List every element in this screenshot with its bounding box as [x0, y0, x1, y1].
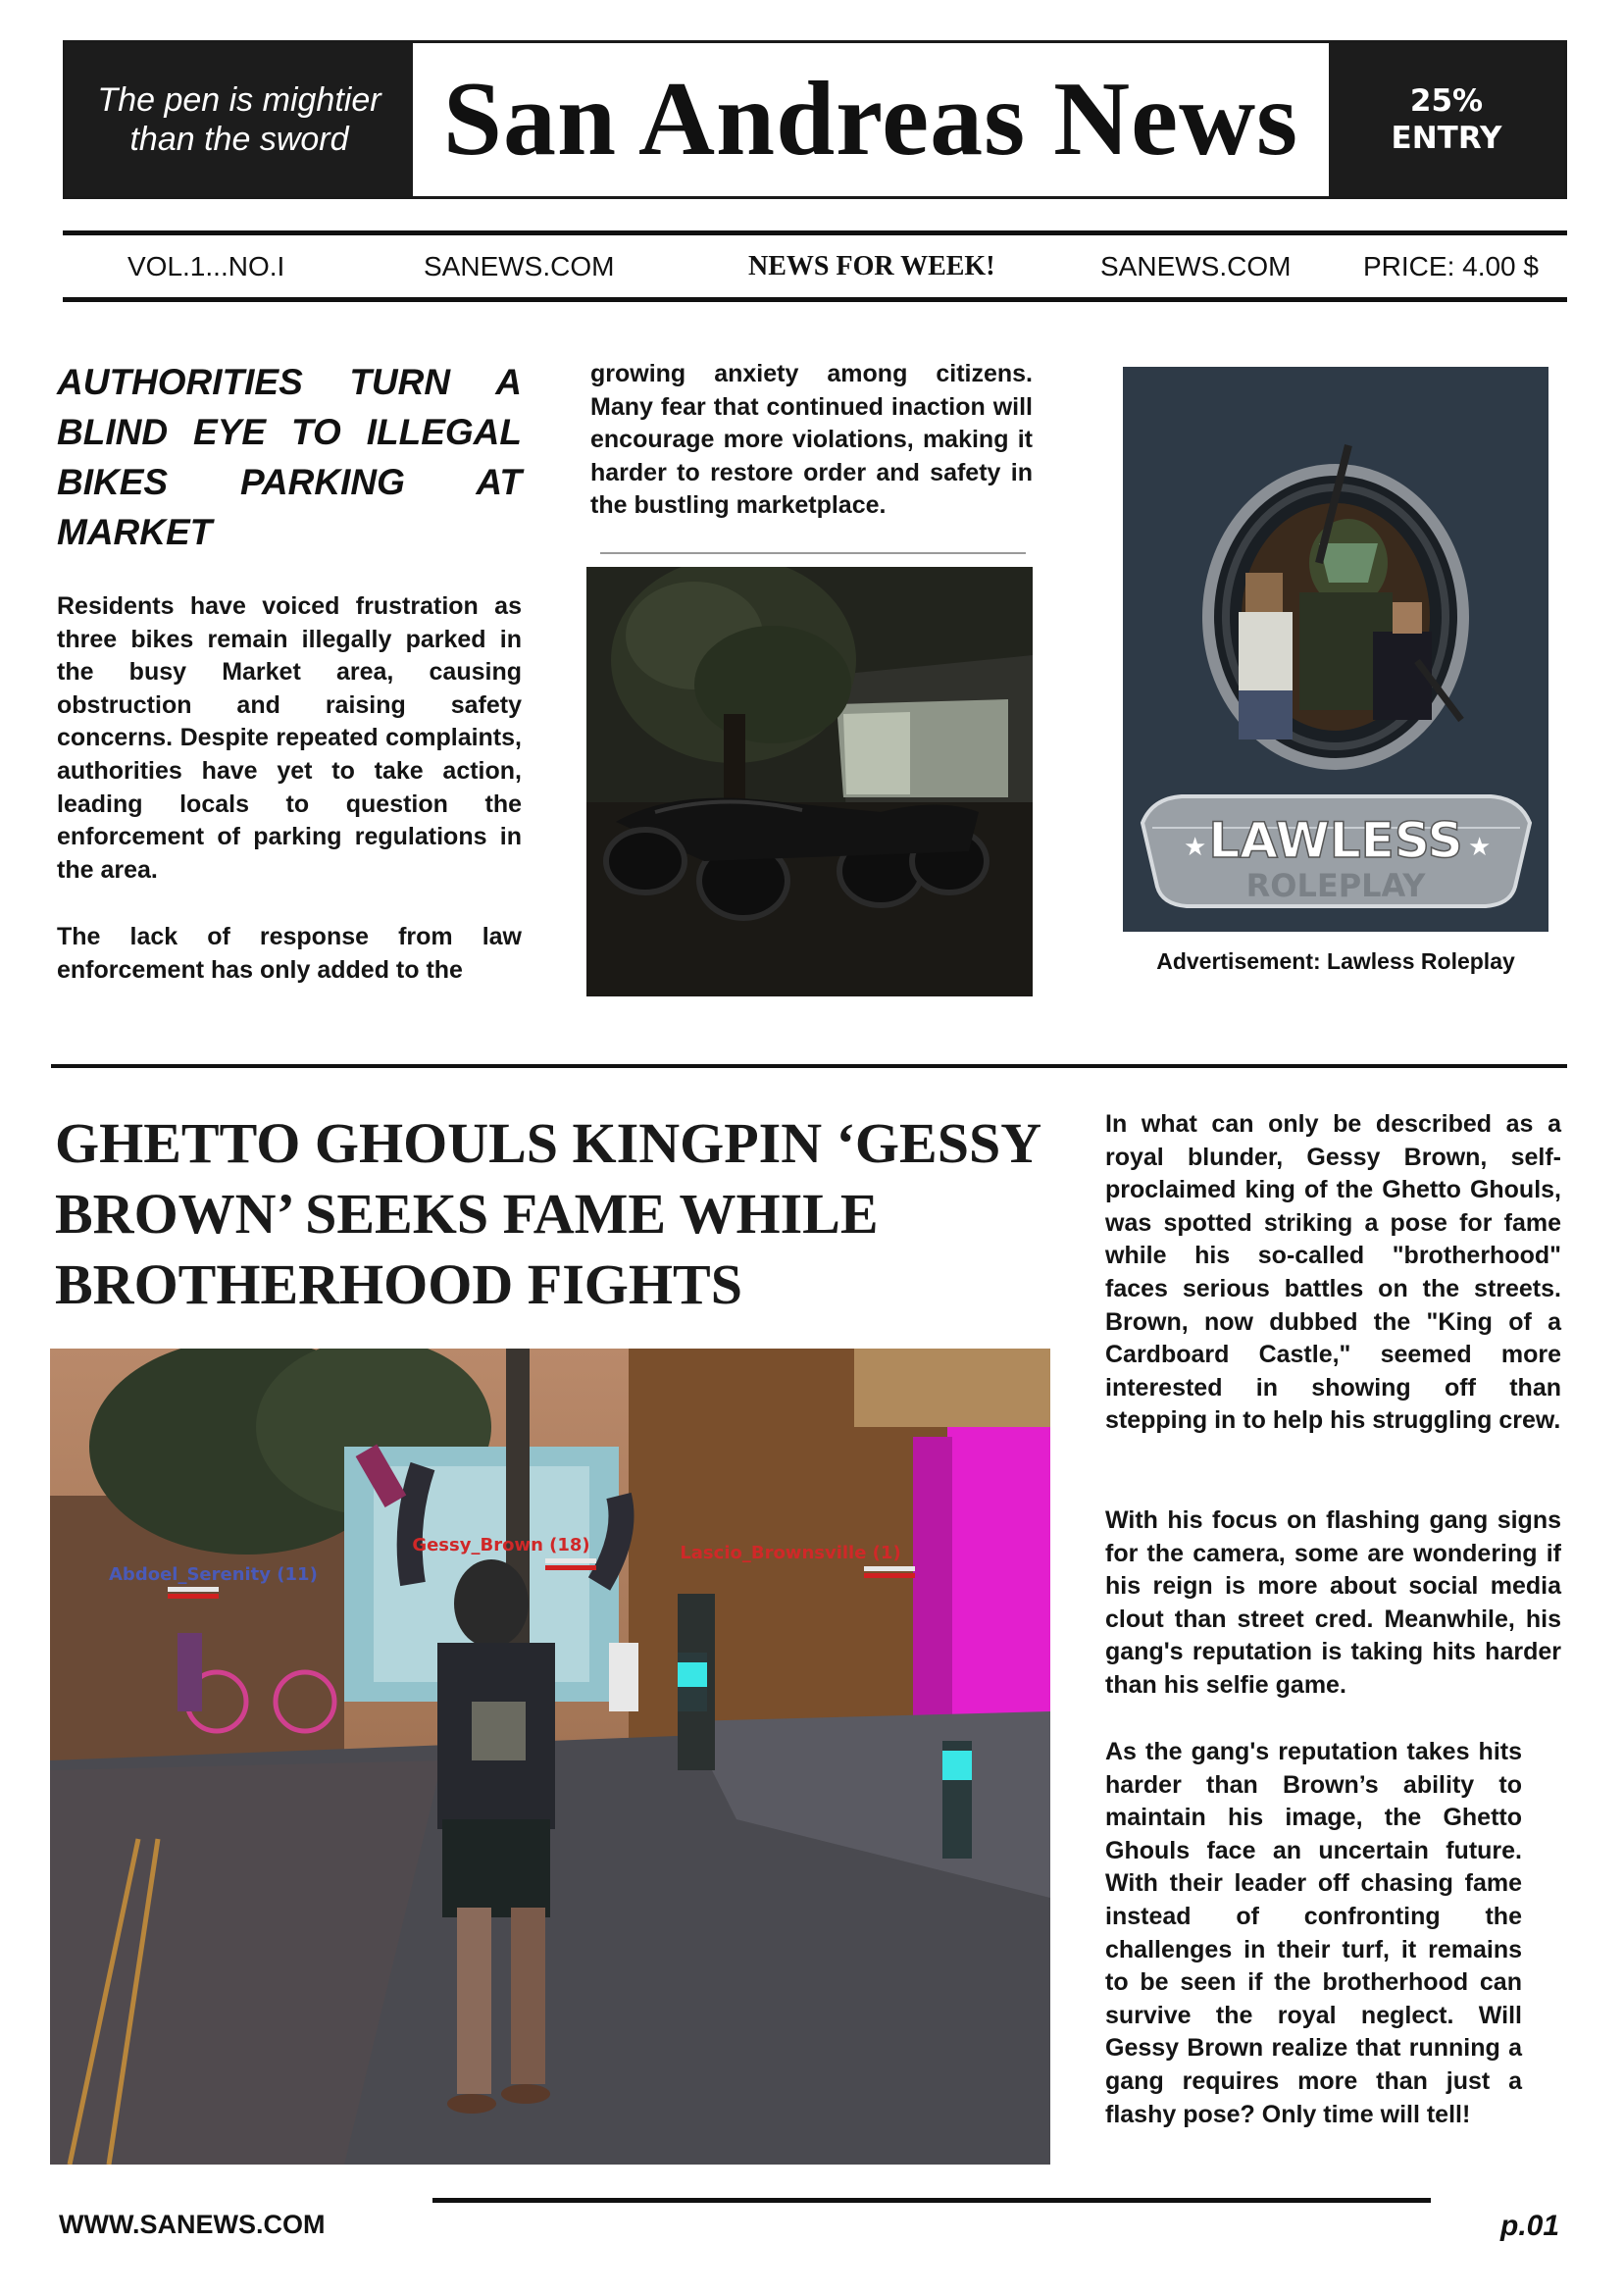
story2-paragraph-1: In what can only be described as a royal blunder, Gessy Brown, self-proclaimed king of the Ghetto Ghouls, was spotted striking a pose for fame while his so-called "brotherhood" faces serious battles on the streets. Brown, now dubbed the "King of a Cardboard Castle," seemed more interested in showing off than stepping in to help his struggling crew.: [1105, 1110, 1561, 1435]
star-icon: ★: [1468, 832, 1492, 861]
volume-number: VOL.1...NO.I: [127, 251, 285, 281]
story2-paragraph-2: With his focus on flashing gang signs for the camera, some are wondering if his reign is more about social media clout than street cred. Meanwhile, his gang's reputation is taking hits harder than his selfie game.: [1105, 1506, 1561, 1699]
story1-divider: [600, 552, 1026, 554]
story2-headline: GHETTO GHOULS KINGPIN ‘GESSY BROWN’ SEEKS FAME WHILE BROTHERHOOD FIGHTS: [55, 1111, 1040, 1316]
nametag-abdoel: Abdoel_Serenity (11): [109, 1564, 318, 1585]
bikes-photo: [586, 567, 1033, 996]
story1-headline: AUTHORITIES TURN A BLIND EYE TO ILLEGAL BIKES PARKING AT MARKET: [57, 362, 522, 552]
ad-caption: Advertisement: Lawless Roleplay: [1156, 948, 1515, 974]
infobar-bottom-rule: [63, 297, 1567, 302]
entry-percent: 25%: [1409, 83, 1484, 119]
masthead: [63, 40, 1567, 199]
section-divider: [51, 1064, 1567, 1068]
week-tagline: NEWS FOR WEEK!: [748, 251, 995, 281]
title-box: [413, 43, 1329, 196]
nametag-lascio: Lascio_Brownsville (1): [680, 1543, 901, 1563]
ad-logo-subtitle: ROLEPLAY: [1245, 867, 1426, 904]
entry-label: ENTRY: [1391, 121, 1502, 156]
page-number: p.01: [1500, 2210, 1560, 2242]
motto-line-2: than the sword: [129, 121, 349, 158]
site-link-left[interactable]: SANEWS.COM: [424, 251, 615, 281]
story1-paragraph-3: growing anxiety among citizens. Many fear that continued inaction will encourage more violations, making it harder to restore order and safety in the bustling marketplace.: [590, 360, 1033, 520]
story1-paragraph-2: The lack of response from law enforcement has only added to the: [57, 923, 522, 984]
motto-box: [66, 43, 413, 196]
entry-badge: [1329, 43, 1564, 196]
price-label: PRICE: 4.00 $: [1363, 251, 1539, 281]
site-link-right[interactable]: SANEWS.COM: [1100, 251, 1292, 281]
story2-paragraph-3: As the gang's reputation takes hits harder than Brown’s ability to maintain his image, the Ghetto Ghouls face an uncertain future. With their leader off chasing fame instead of confronting the challenges in their turf, it remains to be seen if the brotherhood can survive the royal neglect. Will Gessy Brown realize that running a gang requires more than just a flashy pose? Only time will tell!: [1105, 1738, 1522, 2128]
motto-line-1: The pen is mightier: [97, 81, 381, 119]
gessy-brown-photo: [50, 1349, 1050, 2165]
footer-url[interactable]: WWW.SANEWS.COM: [59, 2210, 326, 2239]
advertisement-lawless-roleplay[interactable]: [1123, 367, 1548, 932]
ad-logo-title: LAWLESS: [1208, 812, 1463, 869]
story1-paragraph-1: Residents have voiced frustration as three bikes remain illegally parked in the busy Market area, causing obstruction and raising safety concerns. Despite repeated complaints, authorities have yet to take action, leading locals to question the enforcement of parking regulations in the area.: [57, 592, 522, 884]
footer-rule: [432, 2198, 1431, 2203]
infobar-top-rule: [63, 230, 1567, 235]
newspaper-title: San Andreas News: [442, 61, 1299, 178]
nametag-gessy: Gessy_Brown (18): [412, 1535, 590, 1555]
star-icon: ★: [1184, 832, 1207, 861]
info-bar: [63, 237, 1567, 296]
